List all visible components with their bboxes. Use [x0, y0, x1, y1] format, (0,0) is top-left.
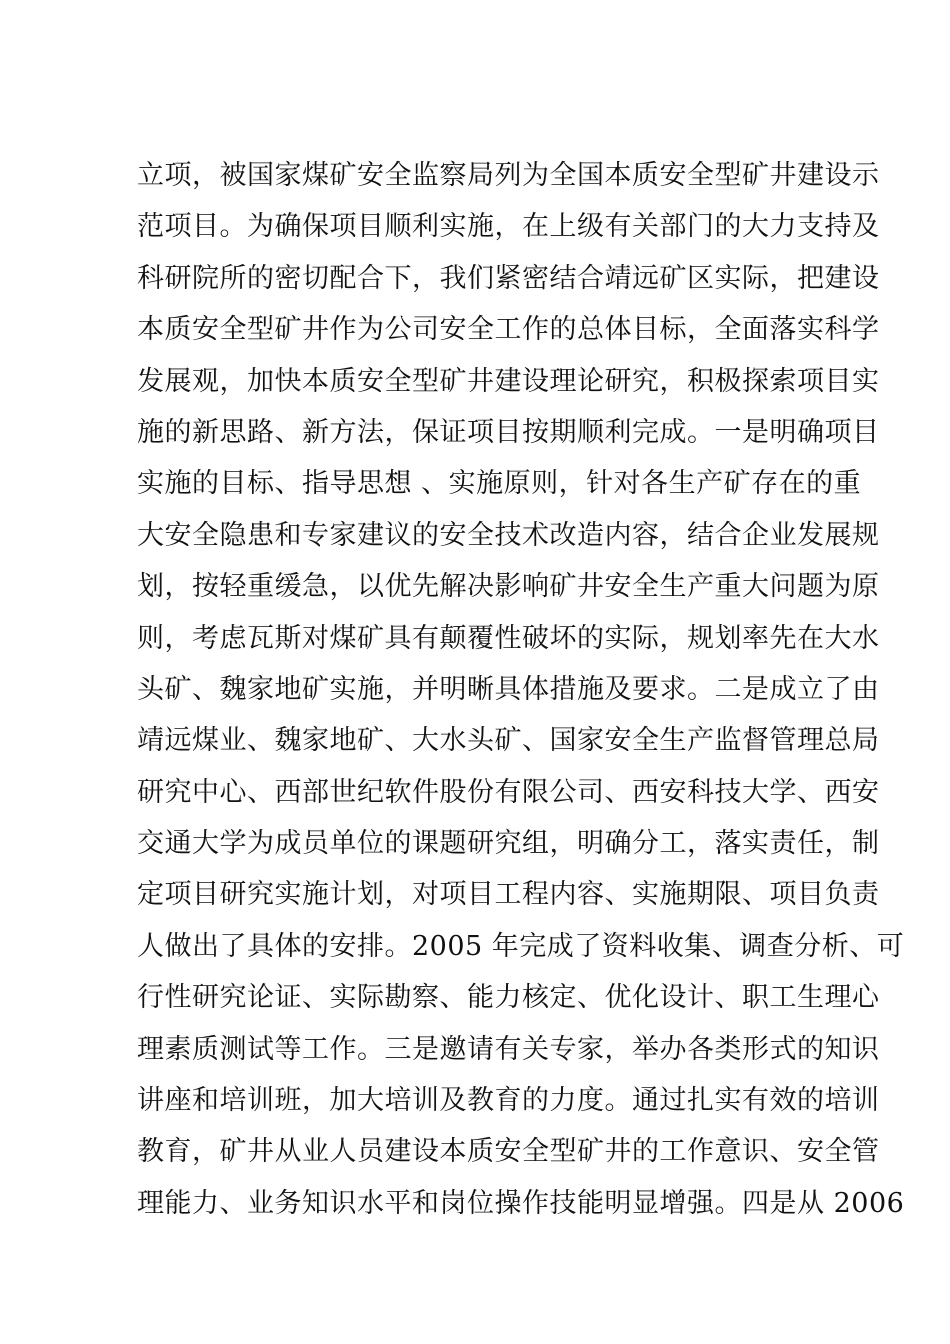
text-line: 大安全隐患和专家建议的安全技术改造内容，结合企业发展规 [137, 519, 880, 551]
text-line: 理能力、业务知识水平和岗位操作技能明显增强。四是从 2006 [137, 1187, 905, 1219]
text-line: 发展观，加快本质安全型矿井建设理论研究，积极探索项目实 [137, 365, 880, 397]
text-line: 交通大学为成员单位的课题研究组，明确分工，落实责任，制 [137, 828, 880, 860]
text-line: 则，考虑瓦斯对煤矿具有颠覆性破坏的实际，规划率先在大水 [137, 622, 880, 654]
text-line: 研究中心、西部世纪软件股份有限公司、西安科技大学、西安 [137, 776, 880, 808]
text-line: 立项，被国家煤矿安全监察局列为全国本质安全型矿井建设示 [137, 160, 880, 191]
text-line: 人做出了具体的安排。2005 年完成了资料收集、调查分析、可 [137, 930, 905, 962]
text-line: 范项目。为确保项目顺利实施，在上级有关部门的大力支持及 [137, 211, 880, 243]
text-line: 教育，矿井从业人员建设本质安全型矿井的工作意识、安全管 [137, 1136, 880, 1168]
body-paragraph [137, 150, 905, 1229]
text-line: 讲座和培训班，加大培训及教育的力度。通过扎实有效的培训 [137, 1085, 880, 1117]
text-line: 理素质测试等工作。三是邀请有关专家，举办各类形式的知识 [137, 1033, 880, 1065]
text-line: 定项目研究实施计划，对项目工程内容、实施期限、项目负责 [137, 879, 880, 911]
text-line: 靖远煤业、魏家地矿、大水头矿、国家安全生产监督管理总局 [137, 725, 880, 757]
text-line: 行性研究论证、实际勘察、能力核定、优化设计、职工生理心 [137, 982, 880, 1014]
text-line: 本质安全型矿井作为公司安全工作的总体目标，全面落实科学 [137, 314, 880, 346]
text-line: 科研院所的密切配合下，我们紧密结合靖远矿区实际，把建设 [137, 262, 880, 294]
text-line: 施的新思路、新方法，保证项目按期顺利完成。一是明确项目 [137, 416, 880, 448]
text-line: 实施的目标、指导思想 、实施原则，针对各生产矿存在的重 [137, 468, 862, 500]
text-line: 划，按轻重缓急，以优先解决影响矿井安全生产重大问题为原 [137, 571, 880, 603]
text-line: 头矿、魏家地矿实施，并明晰具体措施及要求。二是成立了由 [137, 673, 880, 705]
